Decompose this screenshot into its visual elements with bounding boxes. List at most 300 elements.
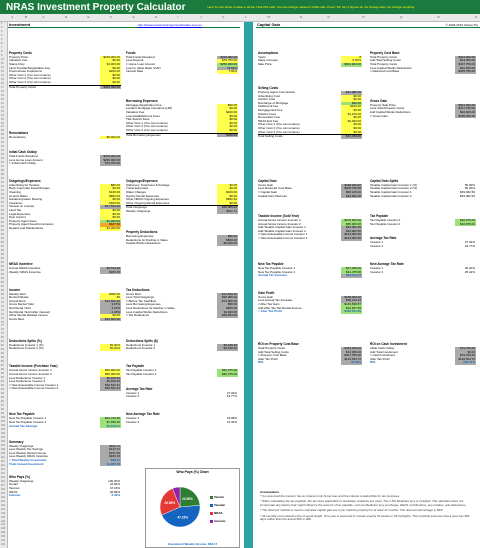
row-number[interactable]: 87 bbox=[1, 364, 4, 368]
field-value[interactable]: $0.00 bbox=[217, 184, 238, 188]
field-value[interactable]: $0.00 bbox=[100, 67, 121, 71]
row-number[interactable]: 90 bbox=[1, 376, 4, 380]
field-label: Property Sale Price bbox=[370, 103, 396, 107]
section-tax-payable bbox=[370, 214, 476, 226]
legend-label: NRAS bbox=[214, 511, 223, 515]
field-value: $324,300.00 bbox=[100, 86, 121, 90]
row-number[interactable]: 30 bbox=[1, 137, 4, 141]
row-number[interactable]: 36 bbox=[1, 161, 4, 165]
column-letter-c[interactable]: C bbox=[42, 15, 45, 19]
row-number[interactable]: 79 bbox=[1, 332, 4, 336]
field-label: = Property Cost Base bbox=[258, 354, 287, 358]
row-number[interactable]: 85 bbox=[1, 356, 4, 360]
row-number[interactable]: 53 bbox=[1, 228, 4, 232]
row-number[interactable]: 42 bbox=[1, 185, 4, 189]
row-number[interactable]: 82 bbox=[1, 344, 4, 348]
row-number[interactable]: 65 bbox=[1, 276, 4, 280]
row-number[interactable]: 4 bbox=[1, 33, 3, 37]
column-letter-k[interactable]: K bbox=[222, 15, 225, 19]
field-value[interactable]: $30,375.00 bbox=[217, 373, 238, 377]
section-property-costs bbox=[9, 51, 121, 89]
column-letter-l[interactable]: L bbox=[245, 15, 247, 19]
row-number[interactable]: 7 bbox=[1, 45, 3, 49]
row-number[interactable]: 64 bbox=[1, 272, 4, 276]
row-number[interactable]: 52 bbox=[1, 224, 4, 228]
row-number[interactable]: 118 bbox=[1, 487, 5, 491]
field-value[interactable]: $90.00 bbox=[217, 104, 238, 108]
row-number[interactable]: 116 bbox=[1, 479, 5, 483]
column-letter-j[interactable]: J bbox=[200, 15, 202, 19]
field-value[interactable]: $0.00 bbox=[217, 107, 238, 111]
field-value: 23.98% bbox=[226, 416, 237, 421]
row-number[interactable]: 115 bbox=[1, 475, 5, 479]
field-value[interactable]: $16,697.99 bbox=[341, 307, 362, 311]
row-number[interactable]: 25 bbox=[1, 117, 4, 121]
field-label: Less Capital Works Deductions bbox=[126, 310, 168, 314]
field-value[interactable]: 50.00% bbox=[100, 344, 121, 348]
section-title: Deductions Splits ($) bbox=[126, 338, 158, 343]
field-value[interactable]: $4,000.00 bbox=[100, 63, 121, 67]
field-label: = New Assessable Income Investor 2 bbox=[258, 236, 308, 240]
chart-footer: Investment Weekly Income: $38.17 bbox=[167, 542, 218, 546]
row-number[interactable]: 104 bbox=[1, 431, 5, 435]
row-number[interactable]: 63 bbox=[1, 268, 4, 272]
row-number[interactable]: 16 bbox=[1, 81, 4, 85]
section-title: Tax Payable bbox=[370, 214, 389, 218]
row-number[interactable]: 59 bbox=[1, 252, 4, 256]
field-value[interactable]: $5,000.00 bbox=[100, 136, 121, 140]
field-value[interactable]: 50 bbox=[100, 296, 121, 300]
column-letter-s[interactable]: S bbox=[475, 15, 478, 19]
website-link[interactable]: http://www.investmentpropertycalculator.com.au bbox=[138, 23, 202, 27]
capital-gain-title: Capital Gain bbox=[257, 22, 281, 27]
field-label: Investor 2 bbox=[126, 420, 140, 424]
field-value[interactable]: $30,375.00 bbox=[455, 219, 476, 223]
field-value: $79,750.00 bbox=[100, 162, 121, 166]
row-number[interactable]: 50 bbox=[1, 217, 4, 221]
row-number[interactable]: 92 bbox=[1, 384, 4, 388]
who-pays-chart bbox=[145, 468, 240, 548]
field-value[interactable]: $10,875.00 bbox=[455, 223, 476, 227]
copyright-text: © 2006-2013 Vulcan Pty bbox=[445, 23, 478, 27]
field-value[interactable]: $1,092.00 bbox=[100, 220, 121, 224]
column-letter-f[interactable]: F bbox=[110, 15, 112, 19]
row-number[interactable]: 102 bbox=[1, 423, 5, 427]
field-value[interactable]: $0.00 bbox=[100, 198, 121, 202]
field-label: Less Total Outgoings bbox=[126, 296, 154, 300]
row-number[interactable]: 84 bbox=[1, 352, 4, 356]
row-number[interactable]: 98 bbox=[1, 408, 4, 412]
field-label: Weekly Outgoings bbox=[9, 479, 34, 483]
row-number[interactable]: 20 bbox=[1, 97, 4, 101]
field-value: 1.13% bbox=[100, 307, 121, 311]
field-row bbox=[9, 136, 121, 140]
field-row bbox=[258, 361, 362, 365]
field-label: = Initial Cash Outlay bbox=[9, 162, 36, 166]
field-value[interactable]: $850.00 bbox=[100, 195, 121, 199]
row-number[interactable]: 105 bbox=[1, 435, 5, 439]
column-letter-p[interactable]: P bbox=[362, 15, 365, 19]
field-label: Travel Expenses bbox=[126, 187, 149, 191]
row-number[interactable]: 122 bbox=[1, 503, 5, 507]
usage-hint: How To Use: Enter a value in all the YELLOW cells. You can change values in LIME cells. Press "F9" key if figures do not change after you change anything. bbox=[207, 5, 415, 9]
field-label: Other Cost 1 (You can rename) bbox=[9, 73, 51, 77]
field-value[interactable]: $90.00 bbox=[341, 102, 362, 106]
section-title: Gain Profit bbox=[258, 290, 275, 295]
field-value[interactable]: $0.00 bbox=[217, 187, 238, 191]
field-value[interactable]: $0.00 bbox=[217, 118, 238, 122]
field-label: Tenant bbox=[9, 483, 19, 487]
row-number[interactable]: 120 bbox=[1, 495, 5, 499]
row-number[interactable]: 106 bbox=[1, 439, 5, 443]
field-value[interactable]: $862.40 bbox=[217, 198, 238, 202]
field-value[interactable]: $0.00 bbox=[341, 109, 362, 113]
row-number[interactable]: 33 bbox=[1, 149, 4, 153]
field-value[interactable]: $1,000.00 bbox=[100, 227, 121, 231]
row-number[interactable]: 67 bbox=[1, 284, 4, 288]
field-value[interactable]: $55,000.00 bbox=[100, 369, 121, 373]
column-letter-e[interactable]: E bbox=[87, 15, 90, 19]
field-value: $79,750.00 bbox=[455, 347, 476, 351]
row-number[interactable]: 44 bbox=[1, 193, 4, 197]
row-number[interactable]: 46 bbox=[1, 201, 4, 205]
row-number[interactable]: 14 bbox=[1, 73, 4, 77]
row-number[interactable]: 45 bbox=[1, 197, 4, 201]
field-value[interactable]: $2,000.00 bbox=[341, 120, 362, 124]
field-value[interactable]: $400.00 bbox=[217, 191, 238, 195]
section-title: Property Deductions bbox=[126, 230, 158, 234]
row-number[interactable]: 37 bbox=[1, 165, 4, 169]
row-number[interactable]: 113 bbox=[1, 467, 5, 471]
row-number[interactable]: 41 bbox=[1, 181, 4, 185]
field-value[interactable]: $105,000.00 bbox=[341, 219, 362, 223]
row-number[interactable]: 101 bbox=[1, 420, 5, 423]
section-title: Capital Gain Splits bbox=[370, 178, 399, 183]
row-number[interactable]: 124 bbox=[1, 511, 5, 515]
field-value[interactable]: 50.00% bbox=[100, 347, 121, 351]
row-number[interactable]: 54 bbox=[1, 232, 4, 236]
row-number[interactable]: 93 bbox=[1, 388, 4, 392]
field-label: Total Funds Required bbox=[9, 155, 38, 158]
row-number[interactable]: 125 bbox=[1, 515, 5, 519]
row-number[interactable]: 131 bbox=[1, 539, 5, 543]
section-deductions-splits- bbox=[126, 339, 238, 351]
field-value: $9,468.45 bbox=[100, 377, 121, 381]
row-number[interactable]: 117 bbox=[1, 483, 5, 487]
field-label: Interest on Loan(s) bbox=[9, 205, 35, 209]
row-number[interactable]: 70 bbox=[1, 296, 4, 300]
row-number[interactable]: 12 bbox=[1, 65, 4, 69]
row-number[interactable]: 60 bbox=[1, 256, 4, 260]
row-number[interactable]: 39 bbox=[1, 173, 4, 177]
row-number[interactable]: 74 bbox=[1, 312, 4, 316]
row-number[interactable]: 127 bbox=[1, 523, 5, 527]
field-value[interactable]: $0.00 bbox=[217, 195, 238, 199]
row-number[interactable]: 97 bbox=[1, 404, 4, 408]
row-number[interactable]: 2 bbox=[1, 25, 3, 29]
row-number[interactable]: 91 bbox=[1, 380, 4, 384]
row-number[interactable]: 55 bbox=[1, 236, 4, 240]
field-value[interactable]: $300.00 bbox=[100, 202, 121, 206]
column-letter-g[interactable]: G bbox=[132, 15, 135, 19]
field-value[interactable]: $0.00 bbox=[341, 95, 362, 99]
row-number[interactable]: 119 bbox=[1, 491, 5, 495]
row-number[interactable]: 109 bbox=[1, 451, 5, 455]
field-value[interactable]: $0.00 bbox=[341, 98, 362, 102]
row-number[interactable]: 5 bbox=[1, 37, 3, 41]
field-value[interactable]: 6.00% bbox=[341, 59, 362, 63]
legend-label: Tenant bbox=[214, 495, 224, 499]
field-value[interactable]: $0.00 bbox=[341, 127, 362, 131]
row-number[interactable]: 62 bbox=[1, 264, 4, 268]
field-value: $146,534.72 bbox=[341, 358, 362, 362]
row-number[interactable]: 19 bbox=[1, 93, 4, 97]
row-number[interactable]: 80 bbox=[1, 336, 4, 340]
section-assumptions bbox=[258, 51, 362, 67]
row-number[interactable]: 43 bbox=[1, 189, 4, 193]
field-row bbox=[126, 133, 238, 138]
row-number[interactable]: 69 bbox=[1, 292, 4, 296]
row-number[interactable]: 108 bbox=[1, 447, 5, 451]
row-number[interactable]: 8 bbox=[1, 49, 3, 53]
row-number[interactable]: 40 bbox=[1, 177, 4, 181]
field-value: $12,500.00 bbox=[217, 293, 238, 297]
row-number[interactable]: 78 bbox=[1, 328, 4, 332]
field-value[interactable]: $30,375.00 bbox=[217, 369, 238, 373]
row-number[interactable]: 94 bbox=[1, 392, 4, 396]
field-value[interactable]: $0.00 bbox=[100, 74, 121, 78]
row-number[interactable]: 129 bbox=[1, 531, 5, 535]
row-number[interactable]: 22 bbox=[1, 105, 4, 109]
field-value[interactable]: $79,750.00 bbox=[217, 59, 238, 63]
field-value: $4,000.00 bbox=[217, 311, 238, 315]
field-value[interactable]: $55,000.00 bbox=[341, 223, 362, 227]
row-number[interactable]: 13 bbox=[1, 69, 4, 73]
row-number[interactable]: 99 bbox=[1, 412, 4, 416]
row-number[interactable]: 132 bbox=[1, 543, 5, 547]
row-number[interactable]: 100 bbox=[1, 416, 5, 420]
section-property-deductions bbox=[126, 230, 238, 246]
field-value[interactable]: $7,999.46 bbox=[100, 421, 121, 425]
row-number[interactable]: 68 bbox=[1, 288, 4, 292]
field-value[interactable]: $604,000.00 bbox=[341, 63, 362, 67]
field-label: Gross Rental Yield bbox=[9, 303, 34, 307]
row-number[interactable]: 21 bbox=[1, 101, 4, 105]
field-value[interactable]: $0.00 bbox=[100, 314, 121, 318]
column-letter-r[interactable]: R bbox=[437, 15, 440, 19]
section-funds bbox=[126, 51, 238, 74]
row-number[interactable]: 110 bbox=[1, 455, 5, 459]
row-number[interactable]: 126 bbox=[1, 519, 5, 523]
row-number[interactable]: 73 bbox=[1, 308, 4, 312]
field-value[interactable]: $0.00 bbox=[100, 59, 121, 63]
column-letter-n[interactable]: N bbox=[300, 15, 303, 19]
field-value[interactable]: $0.00 bbox=[100, 81, 121, 85]
row-number[interactable]: 6 bbox=[1, 41, 3, 45]
row-number[interactable]: 71 bbox=[1, 300, 4, 304]
row-number[interactable]: 35 bbox=[1, 157, 4, 161]
legend-label: Investor bbox=[214, 519, 226, 523]
column-letter-b[interactable]: B bbox=[25, 15, 28, 19]
field-value[interactable]: $0.00 bbox=[100, 209, 121, 213]
field-label: New Tax Payable Investor 2 bbox=[258, 270, 296, 274]
row-number[interactable]: 72 bbox=[1, 304, 4, 308]
row-number[interactable]: 9 bbox=[1, 53, 3, 57]
section-new-tax-payable bbox=[9, 412, 121, 428]
row-number[interactable]: 103 bbox=[1, 427, 5, 431]
field-label: Total Outgoings bbox=[126, 206, 147, 210]
row-number[interactable]: 128 bbox=[1, 527, 5, 531]
field-row bbox=[258, 63, 362, 67]
field-value[interactable]: $0.00 bbox=[217, 125, 238, 129]
row-number[interactable]: 18 bbox=[1, 89, 4, 93]
column-letter-i[interactable]: I bbox=[177, 15, 179, 19]
field-value[interactable]: $155,000.00 bbox=[100, 56, 121, 60]
field-label: After Tax Profit bbox=[258, 357, 278, 361]
row-number[interactable]: 96 bbox=[1, 400, 4, 404]
row-number[interactable]: 81 bbox=[1, 340, 4, 344]
field-label: Auction Cost bbox=[258, 98, 276, 102]
field-value[interactable]: $0.00 bbox=[341, 123, 362, 127]
field-value[interactable]: $31,375.50 bbox=[341, 271, 362, 275]
field-value[interactable]: $0.00 bbox=[100, 77, 121, 81]
row-number[interactable]: 23 bbox=[1, 109, 4, 113]
field-label: Less Home Loan Amount bbox=[9, 158, 43, 162]
row-number[interactable]: 47 bbox=[1, 205, 4, 209]
field-value[interactable]: $1,100.00 bbox=[341, 113, 362, 117]
row-number[interactable]: 56 bbox=[1, 240, 4, 244]
row-number[interactable]: 17 bbox=[1, 85, 4, 89]
column-letter-q[interactable]: Q bbox=[400, 15, 403, 19]
field-value[interactable]: $47,499.00 bbox=[341, 267, 362, 271]
field-value[interactable]: $0.00 bbox=[217, 122, 238, 126]
column-letter-h[interactable]: H bbox=[155, 15, 158, 19]
row-number[interactable]: 29 bbox=[1, 133, 4, 137]
field-label: Total Selling Costs bbox=[258, 135, 283, 139]
row-number[interactable]: 24 bbox=[1, 113, 4, 117]
field-row bbox=[9, 162, 121, 166]
field-label: Other Cost 3 (You can rename) bbox=[9, 80, 51, 84]
field-label: = New Assessable Income Investor 1 bbox=[258, 233, 308, 237]
field-label: Property Agent Fees bbox=[9, 219, 37, 223]
field-value: 25.42% bbox=[464, 269, 475, 274]
row-number[interactable]: 26 bbox=[1, 121, 4, 125]
field-value[interactable]: 7.00% bbox=[217, 70, 238, 74]
field-value[interactable]: $6,639.51 bbox=[100, 425, 121, 429]
field-value[interactable]: 8 bbox=[341, 56, 362, 60]
row-number[interactable]: 58 bbox=[1, 248, 4, 252]
row-number[interactable]: 34 bbox=[1, 153, 4, 157]
row-number[interactable]: 48 bbox=[1, 209, 4, 213]
row-number[interactable]: 75 bbox=[1, 316, 4, 320]
field-value[interactable]: $149,836.87 bbox=[341, 303, 362, 307]
field-value[interactable]: $0.00 bbox=[341, 131, 362, 135]
legend-label: Taxman bbox=[214, 503, 226, 507]
field-value[interactable]: $0.00 bbox=[341, 116, 362, 120]
row-number[interactable]: 123 bbox=[1, 507, 5, 511]
field-value[interactable]: $200.00 bbox=[217, 111, 238, 115]
row-number[interactable]: 32 bbox=[1, 145, 4, 149]
field-value: $127.31 bbox=[100, 448, 121, 452]
section-title: Tax Payable bbox=[126, 364, 145, 369]
row-number[interactable]: 31 bbox=[1, 141, 4, 145]
column-letter-a[interactable]: A bbox=[11, 15, 14, 19]
who-pays-pie-svg bbox=[146, 469, 239, 547]
field-label: Stationery, Telephone & Postage bbox=[126, 183, 170, 187]
field-label: Less Weekly NRAS Incentive bbox=[9, 455, 48, 459]
column-letter-d[interactable]: D bbox=[65, 15, 68, 19]
row-number[interactable]: 86 bbox=[1, 360, 4, 364]
row-number[interactable]: 111 bbox=[1, 459, 5, 463]
field-value[interactable]: $380.00 bbox=[100, 293, 121, 297]
row-number[interactable]: 130 bbox=[1, 535, 5, 539]
field-value[interactable]: $250,000.00 bbox=[217, 63, 238, 67]
row-number[interactable]: 89 bbox=[1, 372, 4, 376]
field-row bbox=[258, 195, 362, 199]
row-number[interactable]: 76 bbox=[1, 320, 4, 324]
field-value[interactable]: $0.00 bbox=[100, 187, 121, 191]
row-number[interactable]: 77 bbox=[1, 324, 4, 328]
row-number[interactable]: 112 bbox=[1, 463, 5, 467]
row-number[interactable]: 49 bbox=[1, 213, 4, 217]
field-label: Other Ongoing Rental Expenses bbox=[126, 201, 170, 205]
row-number[interactable]: 15 bbox=[1, 77, 4, 81]
section-title: Renovations bbox=[9, 130, 29, 135]
field-value[interactable]: $80.00 bbox=[100, 184, 121, 188]
row-number[interactable]: 121 bbox=[1, 499, 5, 503]
field-value[interactable]: $55,000.00 bbox=[100, 373, 121, 377]
row-number[interactable]: 107 bbox=[1, 443, 5, 447]
row-number[interactable]: 28 bbox=[1, 129, 4, 133]
field-value: $79,750.00 bbox=[455, 354, 476, 358]
field-value[interactable]: $100.00 bbox=[100, 191, 121, 195]
row-number[interactable]: 114 bbox=[1, 471, 5, 475]
field-value[interactable]: $0.00 bbox=[217, 115, 238, 119]
field-value[interactable]: $0.00 bbox=[100, 213, 121, 217]
field-label: Gross Rent bbox=[9, 317, 25, 321]
field-value[interactable]: $0.00 bbox=[217, 129, 238, 133]
section-average-tax-rate bbox=[126, 387, 238, 399]
row-number[interactable]: 95 bbox=[1, 396, 4, 400]
field-value[interactable]: $24,733.48 bbox=[100, 417, 121, 421]
field-label: Body Corporate Fees/Charges bbox=[9, 187, 50, 191]
field-row bbox=[9, 387, 121, 391]
field-row bbox=[126, 373, 238, 377]
field-label: = Tax Deductions bbox=[126, 314, 150, 318]
row-number[interactable]: 38 bbox=[1, 169, 4, 173]
row-number[interactable]: 27 bbox=[1, 125, 4, 129]
field-value[interactable]: $100.00 bbox=[341, 105, 362, 109]
field-value[interactable]: $200.00 bbox=[100, 70, 121, 74]
row-number[interactable]: 1 bbox=[1, 22, 3, 25]
row-number[interactable]: 10 bbox=[1, 57, 4, 61]
column-letter-m[interactable]: M bbox=[267, 15, 270, 19]
row-number[interactable]: 88 bbox=[1, 368, 4, 372]
column-letter-o[interactable]: O bbox=[327, 15, 330, 19]
field-value: $188,250.00 bbox=[341, 296, 362, 300]
row-number[interactable]: 61 bbox=[1, 260, 4, 264]
field-value[interactable]: $0.00 bbox=[217, 202, 238, 206]
row-number[interactable]: 3 bbox=[1, 29, 3, 33]
row-number[interactable]: 83 bbox=[1, 348, 4, 352]
field-value[interactable]: $166,534.86 bbox=[341, 310, 362, 314]
field-value[interactable]: $0.00 bbox=[100, 216, 121, 220]
row-number[interactable]: 11 bbox=[1, 61, 4, 65]
row-number[interactable]: 57 bbox=[1, 244, 4, 248]
field-label: Renovations bbox=[9, 135, 26, 139]
row-number[interactable]: 66 bbox=[1, 280, 4, 284]
row-number[interactable]: 51 bbox=[1, 221, 4, 224]
